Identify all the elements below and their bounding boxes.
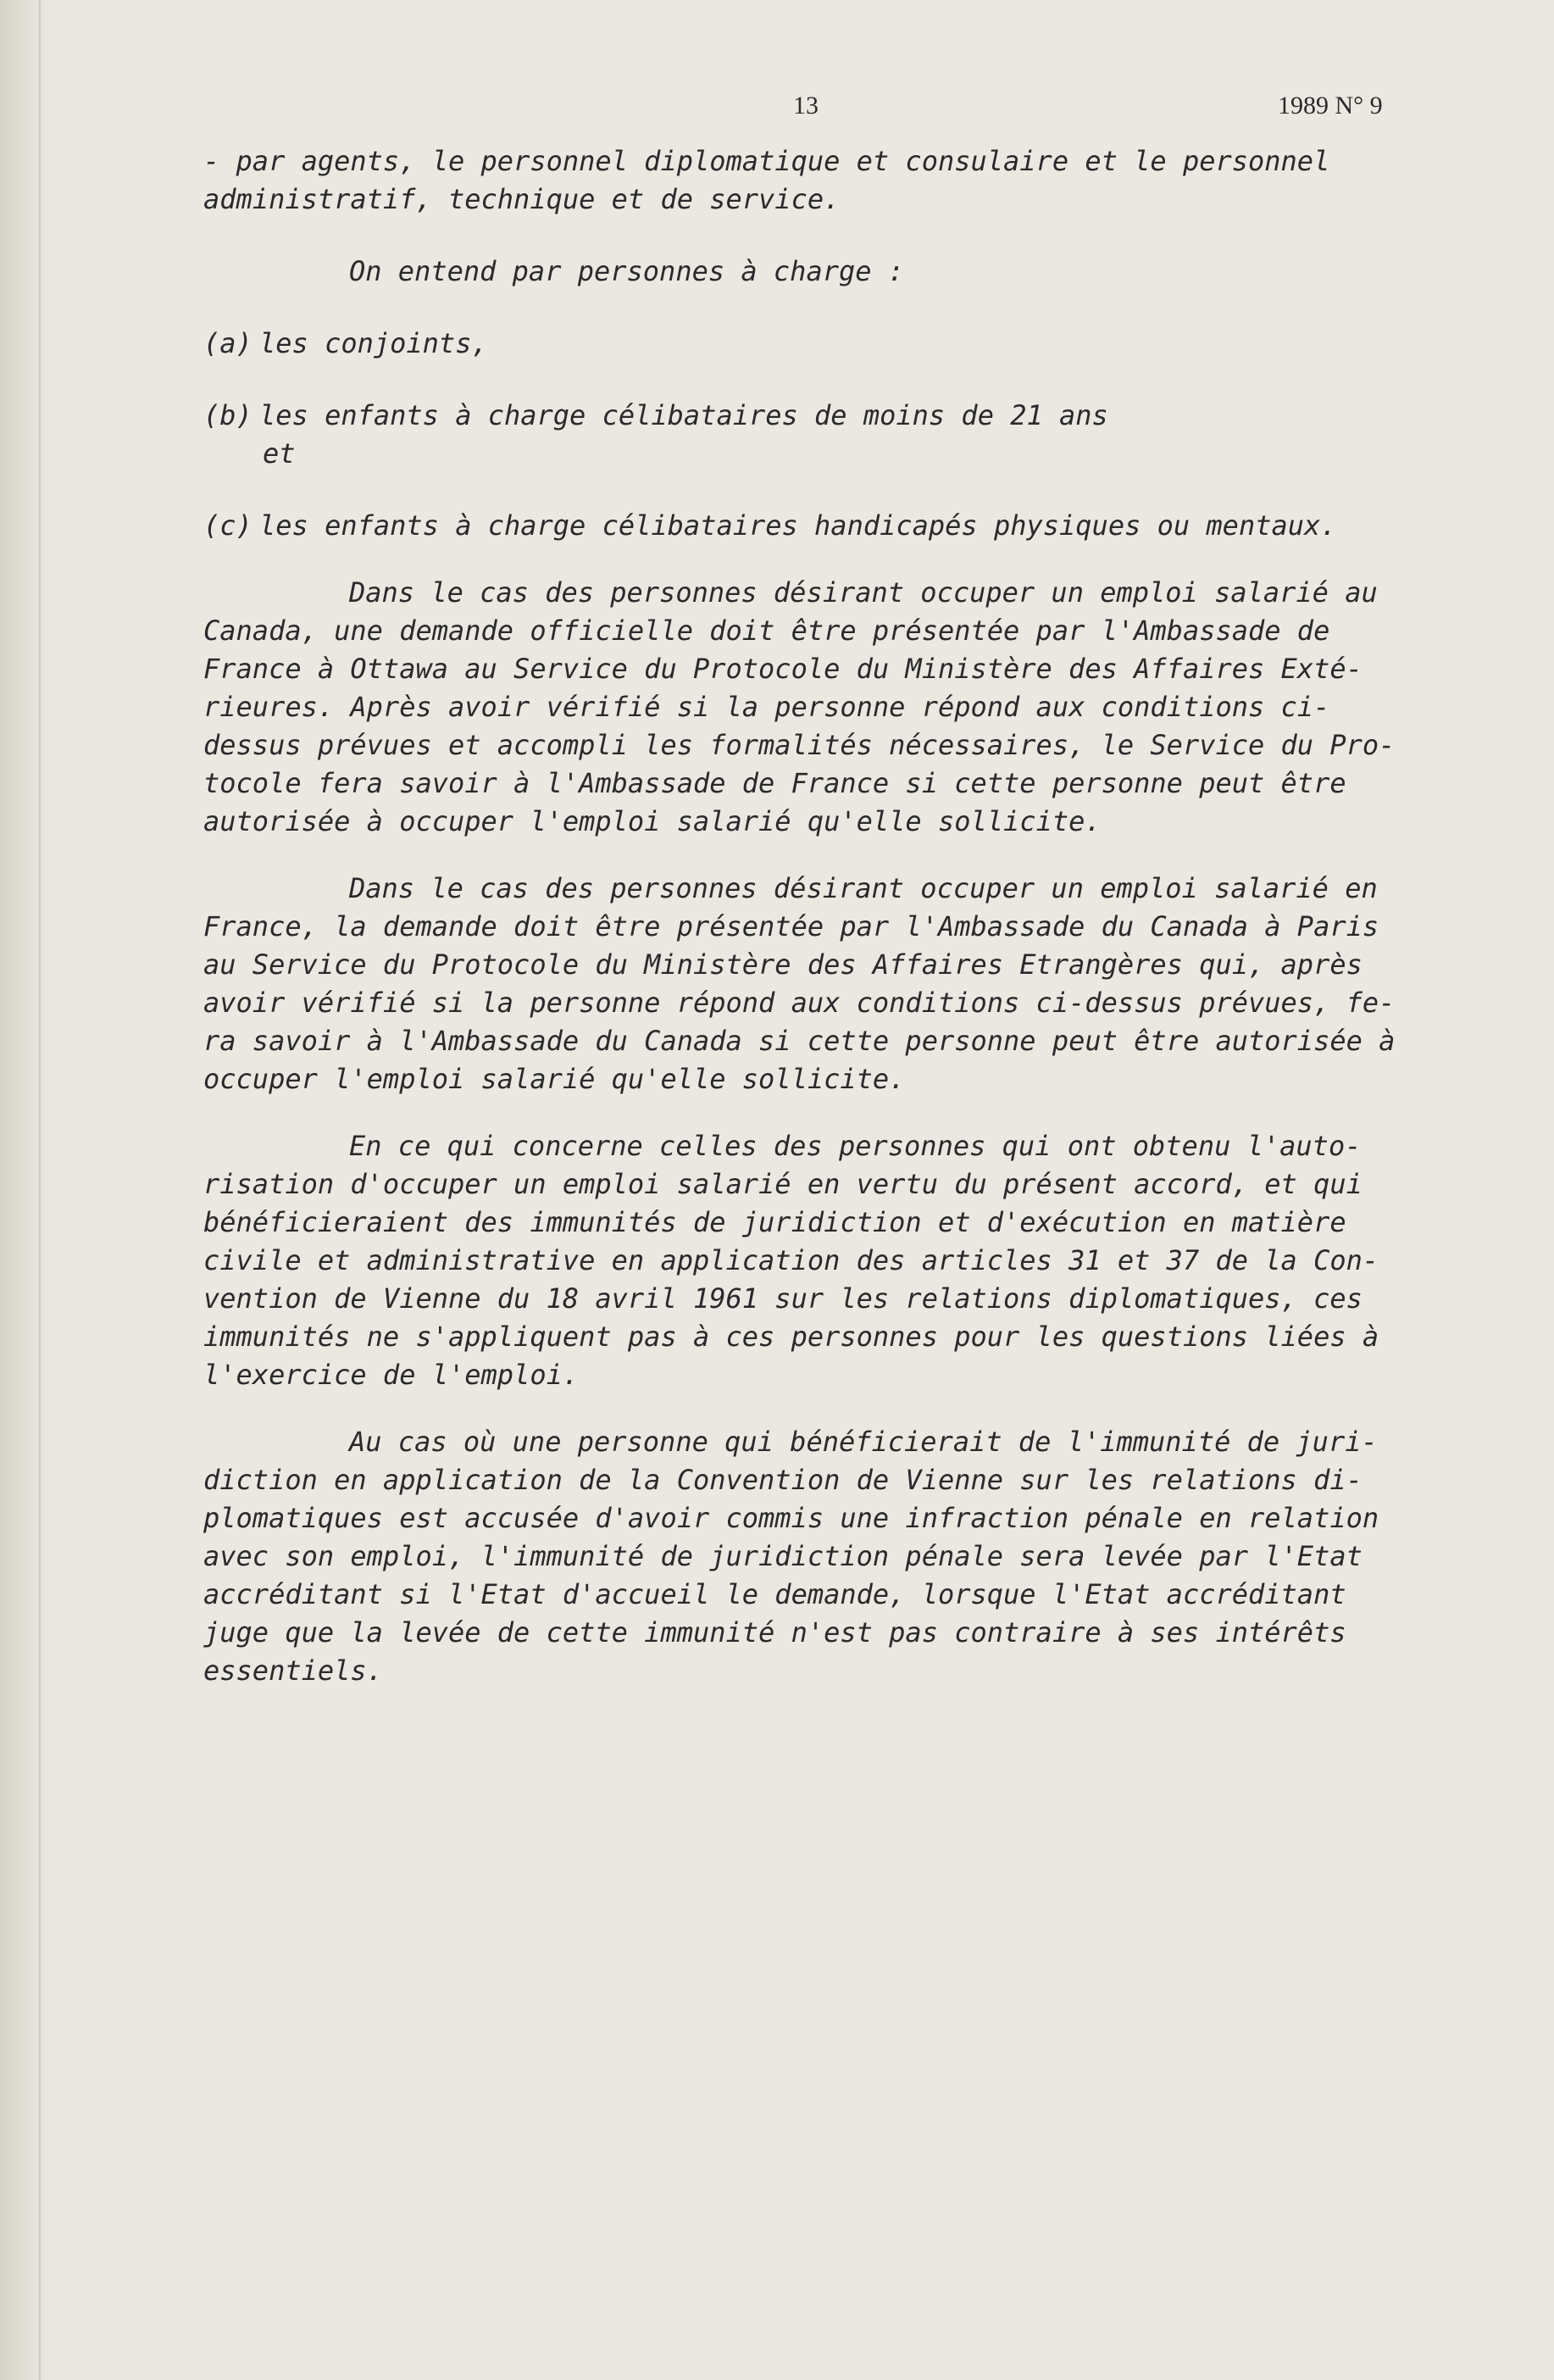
text-line: En ce qui concerne celles des personnes qui ont obtenu l'auto- — [349, 1130, 1362, 1162]
issue-reference: 1989 N° 9 — [1278, 92, 1383, 120]
text-line: rieures. Après avoir vérifié si la personne répond aux conditions ci- — [203, 691, 1330, 723]
text-line: On entend par personnes à charge : — [349, 255, 905, 287]
list-item-c — [203, 507, 1390, 545]
page-binding-line — [39, 0, 41, 2380]
text-line: dessus prévues et accompli les formalités nécessaires, le Service du Pro- — [203, 729, 1396, 761]
text-line: au Service du Protocole du Ministère des Affaires Etrangères qui, après — [203, 948, 1363, 981]
text-line: diction en application de la Convention de Vienne sur les relations di- — [203, 1464, 1363, 1496]
text-line: administratif, technique et de service. — [203, 183, 841, 215]
text-line: immunités ne s'appliquent pas à ces personnes pour les questions liées à — [203, 1321, 1379, 1353]
text-line: - par agents, le personnel diplomatique et consulaire et le personnel — [203, 145, 1330, 177]
page-number: 13 — [793, 92, 819, 120]
list-item-b — [203, 397, 1390, 435]
text-line: Dans le cas des personnes désirant occuper un emploi salarié en — [349, 872, 1378, 904]
text-line: avec son emploi, l'immunité de juridiction pénale sera levée par l'Etat — [203, 1540, 1363, 1572]
text-line: juge que la levée de cette immunité n'est pas contraire à ses intérêts — [203, 1616, 1346, 1649]
list-text: les enfants à charge célibataires handicapés physiques ou mentaux. — [259, 509, 1337, 542]
text-line: avoir vérifié si la personne répond aux conditions ci-dessus prévues, fe- — [203, 987, 1396, 1019]
page-binding-edge — [0, 0, 53, 2380]
text-line: ra savoir à l'Ambassade du Canada si cette personne peut être autorisée à — [203, 1025, 1396, 1057]
list-item-a — [203, 325, 1390, 363]
list-text: les enfants à charge célibataires de moins de 21 ans — [259, 399, 1108, 431]
text-line: risation d'occuper un emploi salarié en vertu du présent accord, et qui — [203, 1168, 1363, 1200]
text-line: autorisée à occuper l'emploi salarié qu'elle sollicite. — [203, 805, 1102, 837]
list-label: (b) — [203, 399, 253, 431]
text-line: France, la demande doit être présentée par l'Ambassade du Canada à Paris — [203, 910, 1379, 943]
text-line: occuper l'emploi salarié qu'elle sollicite. — [203, 1063, 906, 1095]
text-line: essentiels. — [203, 1654, 383, 1687]
paragraph-agents-definition — [203, 142, 1390, 219]
text-line: accréditant si l'Etat d'accueil le demande, lorsque l'Etat accréditant — [203, 1578, 1346, 1610]
text-line: civile et administrative en application des articles 31 et 37 de la Con- — [203, 1244, 1379, 1276]
paragraph-dependents-intro — [203, 253, 1390, 291]
list-item-b-continuation: et — [263, 437, 296, 470]
text-line: Canada, une demande officielle doit être présentée par l'Ambassade de — [203, 614, 1330, 647]
text-line: France à Ottawa au Service du Protocole du Ministère des Affaires Exté- — [203, 653, 1363, 685]
paragraph-civil-immunities — [203, 1127, 1390, 1394]
text-line: vention de Vienne du 18 avril 1961 sur les relations diplomatiques, ces — [203, 1282, 1363, 1315]
paragraph-criminal-immunity — [203, 1423, 1390, 1690]
paragraph-canada-employment — [203, 574, 1396, 841]
text-line: Dans le cas des personnes désirant occuper un emploi salarié au — [349, 576, 1378, 609]
paragraph-france-employment — [203, 870, 1396, 1098]
list-text: les conjoints, — [259, 327, 488, 359]
document-body — [203, 142, 1396, 1690]
text-line: tocole fera savoir à l'Ambassade de France si cette personne peut être — [203, 767, 1346, 799]
text-line: l'exercice de l'emploi. — [203, 1359, 580, 1391]
list-label: (a) — [203, 327, 253, 359]
text-line: plomatiques est accusée d'avoir commis une infraction pénale en relation — [203, 1502, 1379, 1534]
text-line: Au cas où une personne qui bénéficierait de l'immunité de juri- — [349, 1426, 1378, 1458]
text-line: bénéficieraient des immunités de juridiction et d'exécution en matière — [203, 1206, 1346, 1238]
list-label: (c) — [203, 509, 253, 542]
